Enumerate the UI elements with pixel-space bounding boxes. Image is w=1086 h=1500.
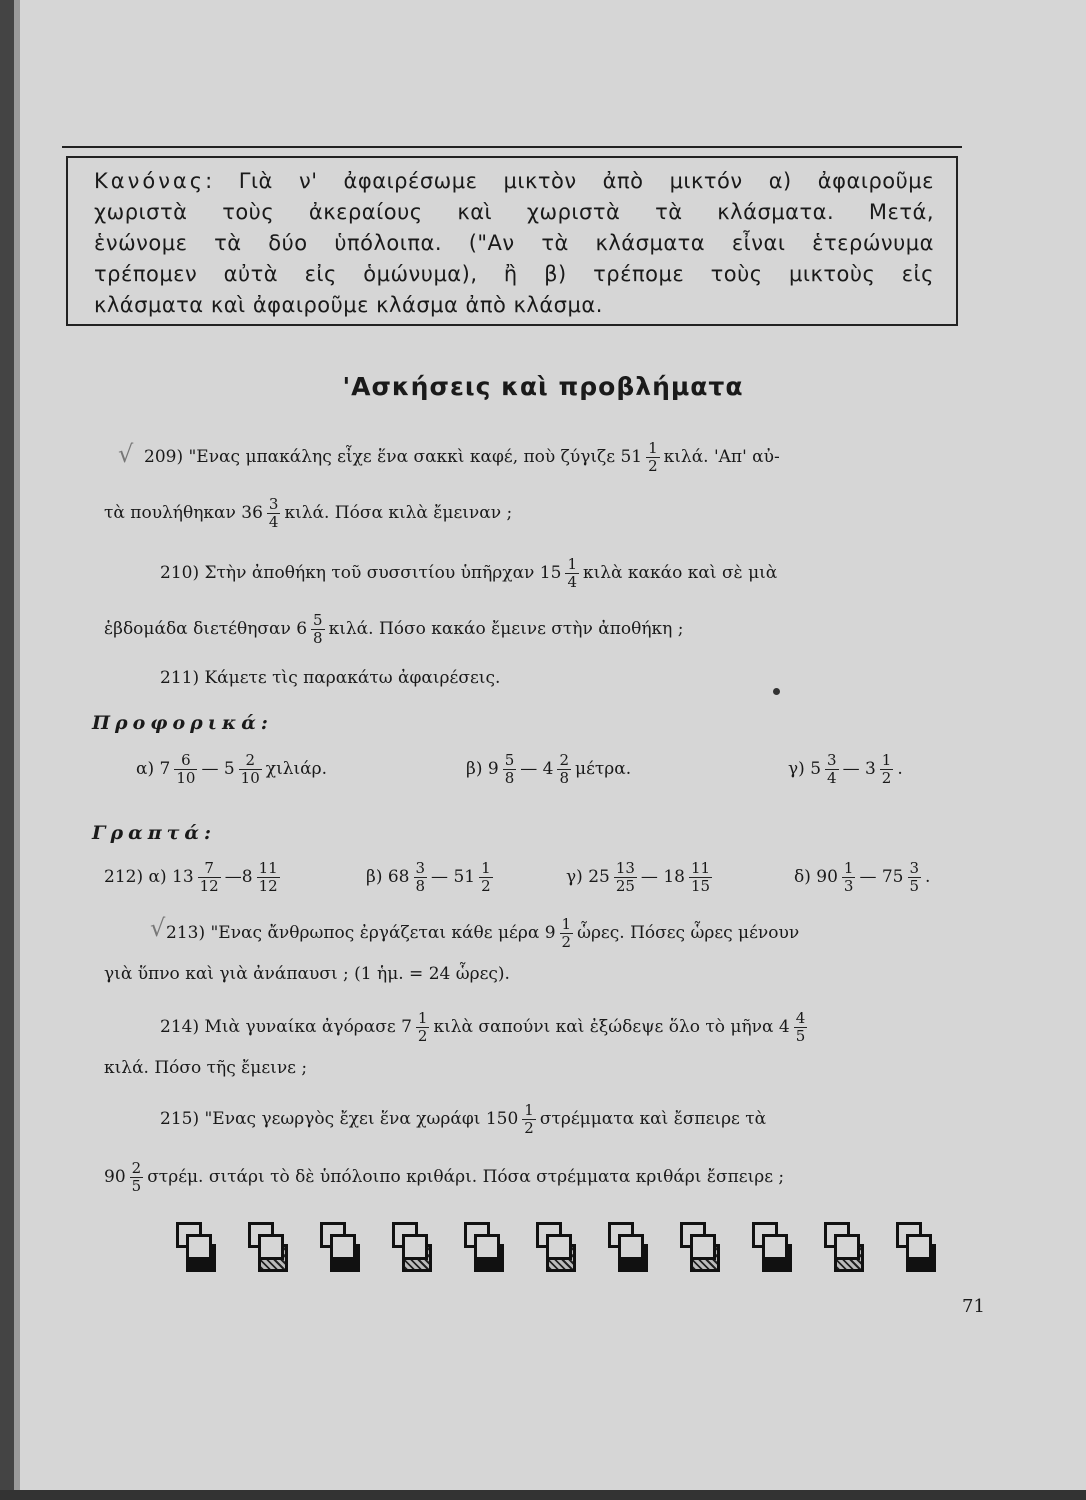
problem-210-line-2: ἑβδομάδα διετέθησαν 6 $\frac{5}{8}$ κιλά. Πόσο κακάο ἔμεινε στὴν ἀποθήκη ;	[104, 611, 684, 647]
problem-214-line-1: 214) Μιὰ γυναίκα ἀγόρασε 7 $\frac{1}{2}$ κιλὰ σαπούνι καὶ ἐξώδεψε ὅλο τὸ μῆνα 4 $\frac{4}{5}$	[160, 1009, 806, 1045]
problem-209-line-2: τὰ πουλήθηκαν 36 $\frac{3}{4}$ κιλά. Πόσα κιλὰ ἔμειναν ;	[104, 495, 513, 531]
fraction: $\frac{2}{5}$	[131, 1159, 142, 1195]
rule-text	[94, 166, 934, 321]
written-exercise-d: δ) 90 $\frac{1}{3}$ — 75 $\frac{3}{5}$ .	[794, 859, 931, 895]
ornament-icon	[752, 1222, 798, 1274]
ornament-icon	[392, 1222, 438, 1274]
fraction: $\frac{11}{12}$	[258, 859, 278, 895]
fraction: $\frac{1}{2}$	[417, 1009, 428, 1045]
fraction: $\frac{2}{10}$	[240, 751, 260, 787]
oral-exercise-c: γ) 5 $\frac{3}{4}$ — 3 $\frac{1}{2}$ .	[788, 751, 903, 787]
ornament-icon	[608, 1222, 654, 1274]
rule-line-1: Κανόνας: Γιὰ ν' ἀφαιρέσωμε μικτὸν ἀπὸ μικτόν α) ἀφαιροῦμε	[94, 169, 934, 193]
written-heading: Γραπτά:	[92, 822, 217, 844]
ornament-icon	[320, 1222, 366, 1274]
oral-exercise-b: β) 9 $\frac{5}{8}$ — 4 $\frac{2}{8}$ μέτρα.	[466, 751, 632, 787]
written-exercise-a: 212) α) 13 $\frac{7}{12}$ —8 $\frac{11}{12}$	[104, 859, 278, 895]
ornament-row	[176, 1222, 956, 1282]
fraction: $\frac{1}{4}$	[567, 555, 577, 591]
ornament-icon	[248, 1222, 294, 1274]
ink-dot	[773, 688, 780, 695]
fraction: $\frac{3}{8}$	[415, 859, 426, 895]
fraction: $\frac{1}{2}$	[561, 915, 572, 951]
fraction: $\frac{6}{10}$	[176, 751, 196, 787]
written-exercise-c: γ) 25 $\frac{13}{25}$ — 18 $\frac{11}{15}$	[566, 859, 711, 895]
rule-line-4: τρέπομεν αὐτὰ εἰς ὁμώνυμα), ἢ β) τρέπομε τοὺς μικτοὺς εἰς	[94, 262, 934, 286]
fraction: $\frac{3}{4}$	[827, 751, 837, 787]
ornament-icon	[680, 1222, 726, 1274]
problem-210-line-1: 210) Στὴν ἀποθήκη τοῦ συσσιτίου ὑπῆρχαν 15 $\frac{1}{4}$ κιλὰ κακάο καὶ σὲ μιὰ	[160, 555, 778, 591]
check-mark: √	[150, 914, 166, 942]
fraction: $\frac{1}{2}$	[524, 1101, 534, 1137]
ornament-icon	[464, 1222, 510, 1274]
check-mark: √	[118, 440, 134, 468]
fraction: $\frac{1}{3}$	[843, 859, 854, 895]
section-heading: 'Ασκήσεις καὶ προβλήματα	[342, 372, 744, 401]
fraction: $\frac{1}{2}$	[481, 859, 491, 895]
problem-213-line-1: 213) "Ενας ἄνθρωπος ἐργάζεται κάθε μέρα 9 $\frac{1}{2}$ ὧρες. Πόσες ὧρες μένουν	[166, 915, 800, 951]
fraction: $\frac{13}{25}$	[615, 859, 635, 895]
fraction: $\frac{5}{8}$	[313, 611, 323, 647]
rule-line-2: χωριστὰ τοὺς ἀκεραίους καὶ χωριστὰ τὰ κλάσματα. Μετά,	[94, 200, 934, 224]
problem-215-line-1: 215) "Ενας γεωργὸς ἔχει ἕνα χωράφι 150 $\frac{1}{2}$ στρέμματα καὶ ἔσπειρε τὰ	[160, 1101, 767, 1137]
fraction: $\frac{2}{8}$	[559, 751, 570, 787]
oral-exercise-a: α) 7 $\frac{6}{10}$ — 5 $\frac{2}{10}$ χιλιάρ.	[136, 751, 328, 787]
page-bottom-edge	[0, 1490, 1086, 1500]
problem-213-line-2: γιὰ ὕπνο καὶ γιὰ ἀνάπαυσι ; (1 ἡμ. = 24 ὧρες).	[104, 964, 510, 984]
problem-209-line-1: 209) "Ενας μπακάλης εἶχε ἕνα σακκὶ καφέ, ποὺ ζύγιζε 51 $\frac{1}{2}$ κιλά. 'Απ' αὐ-	[144, 439, 780, 475]
rule-label: Κανόνας	[94, 169, 206, 193]
problem-215-line-2: 90 $\frac{2}{5}$ στρέμ. σιτάρι τὸ δὲ ὑπόλοιπο κριθάρι. Πόσα στρέμματα κριθάρι ἔσπειρε ;	[104, 1159, 785, 1195]
fraction: $\frac{11}{15}$	[690, 859, 711, 895]
ornament-icon	[896, 1222, 942, 1274]
fraction: $\frac{1}{2}$	[648, 439, 658, 475]
ornament-icon	[536, 1222, 582, 1274]
rule-line-5: κλάσματα καὶ ἀφαιροῦμε κλάσμα ἀπὸ κλάσμα.	[94, 293, 603, 317]
oral-heading: Προφορικά:	[92, 712, 273, 734]
page-number: 71	[962, 1296, 985, 1317]
book-gutter	[0, 0, 14, 1500]
ornament-icon	[176, 1222, 222, 1274]
written-exercise-b: β) 68 $\frac{3}{8}$ — 51 $\frac{1}{2}$	[366, 859, 491, 895]
fraction: $\frac{7}{12}$	[199, 859, 219, 895]
fraction: $\frac{1}{2}$	[881, 751, 892, 787]
book-gutter-edge	[14, 0, 20, 1500]
fraction: $\frac{3}{5}$	[909, 859, 920, 895]
problem-211: 211) Κάμετε τὶς παρακάτω ἀφαιρέσεις.	[160, 668, 501, 688]
problem-214-line-2: κιλά. Πόσο τῆς ἔμεινε ;	[104, 1058, 308, 1078]
fraction: $\frac{5}{8}$	[504, 751, 515, 787]
rule-line-3: ἑνώνομε τὰ δύο ὑπόλοιπα. ("Αν τὰ κλάσματα εἶναι ἑτερώνυμα	[94, 231, 934, 255]
ornament-icon	[824, 1222, 870, 1274]
fraction: $\frac{3}{4}$	[268, 495, 279, 531]
fraction: $\frac{4}{5}$	[795, 1009, 806, 1045]
rule-box-top-line	[62, 146, 962, 148]
